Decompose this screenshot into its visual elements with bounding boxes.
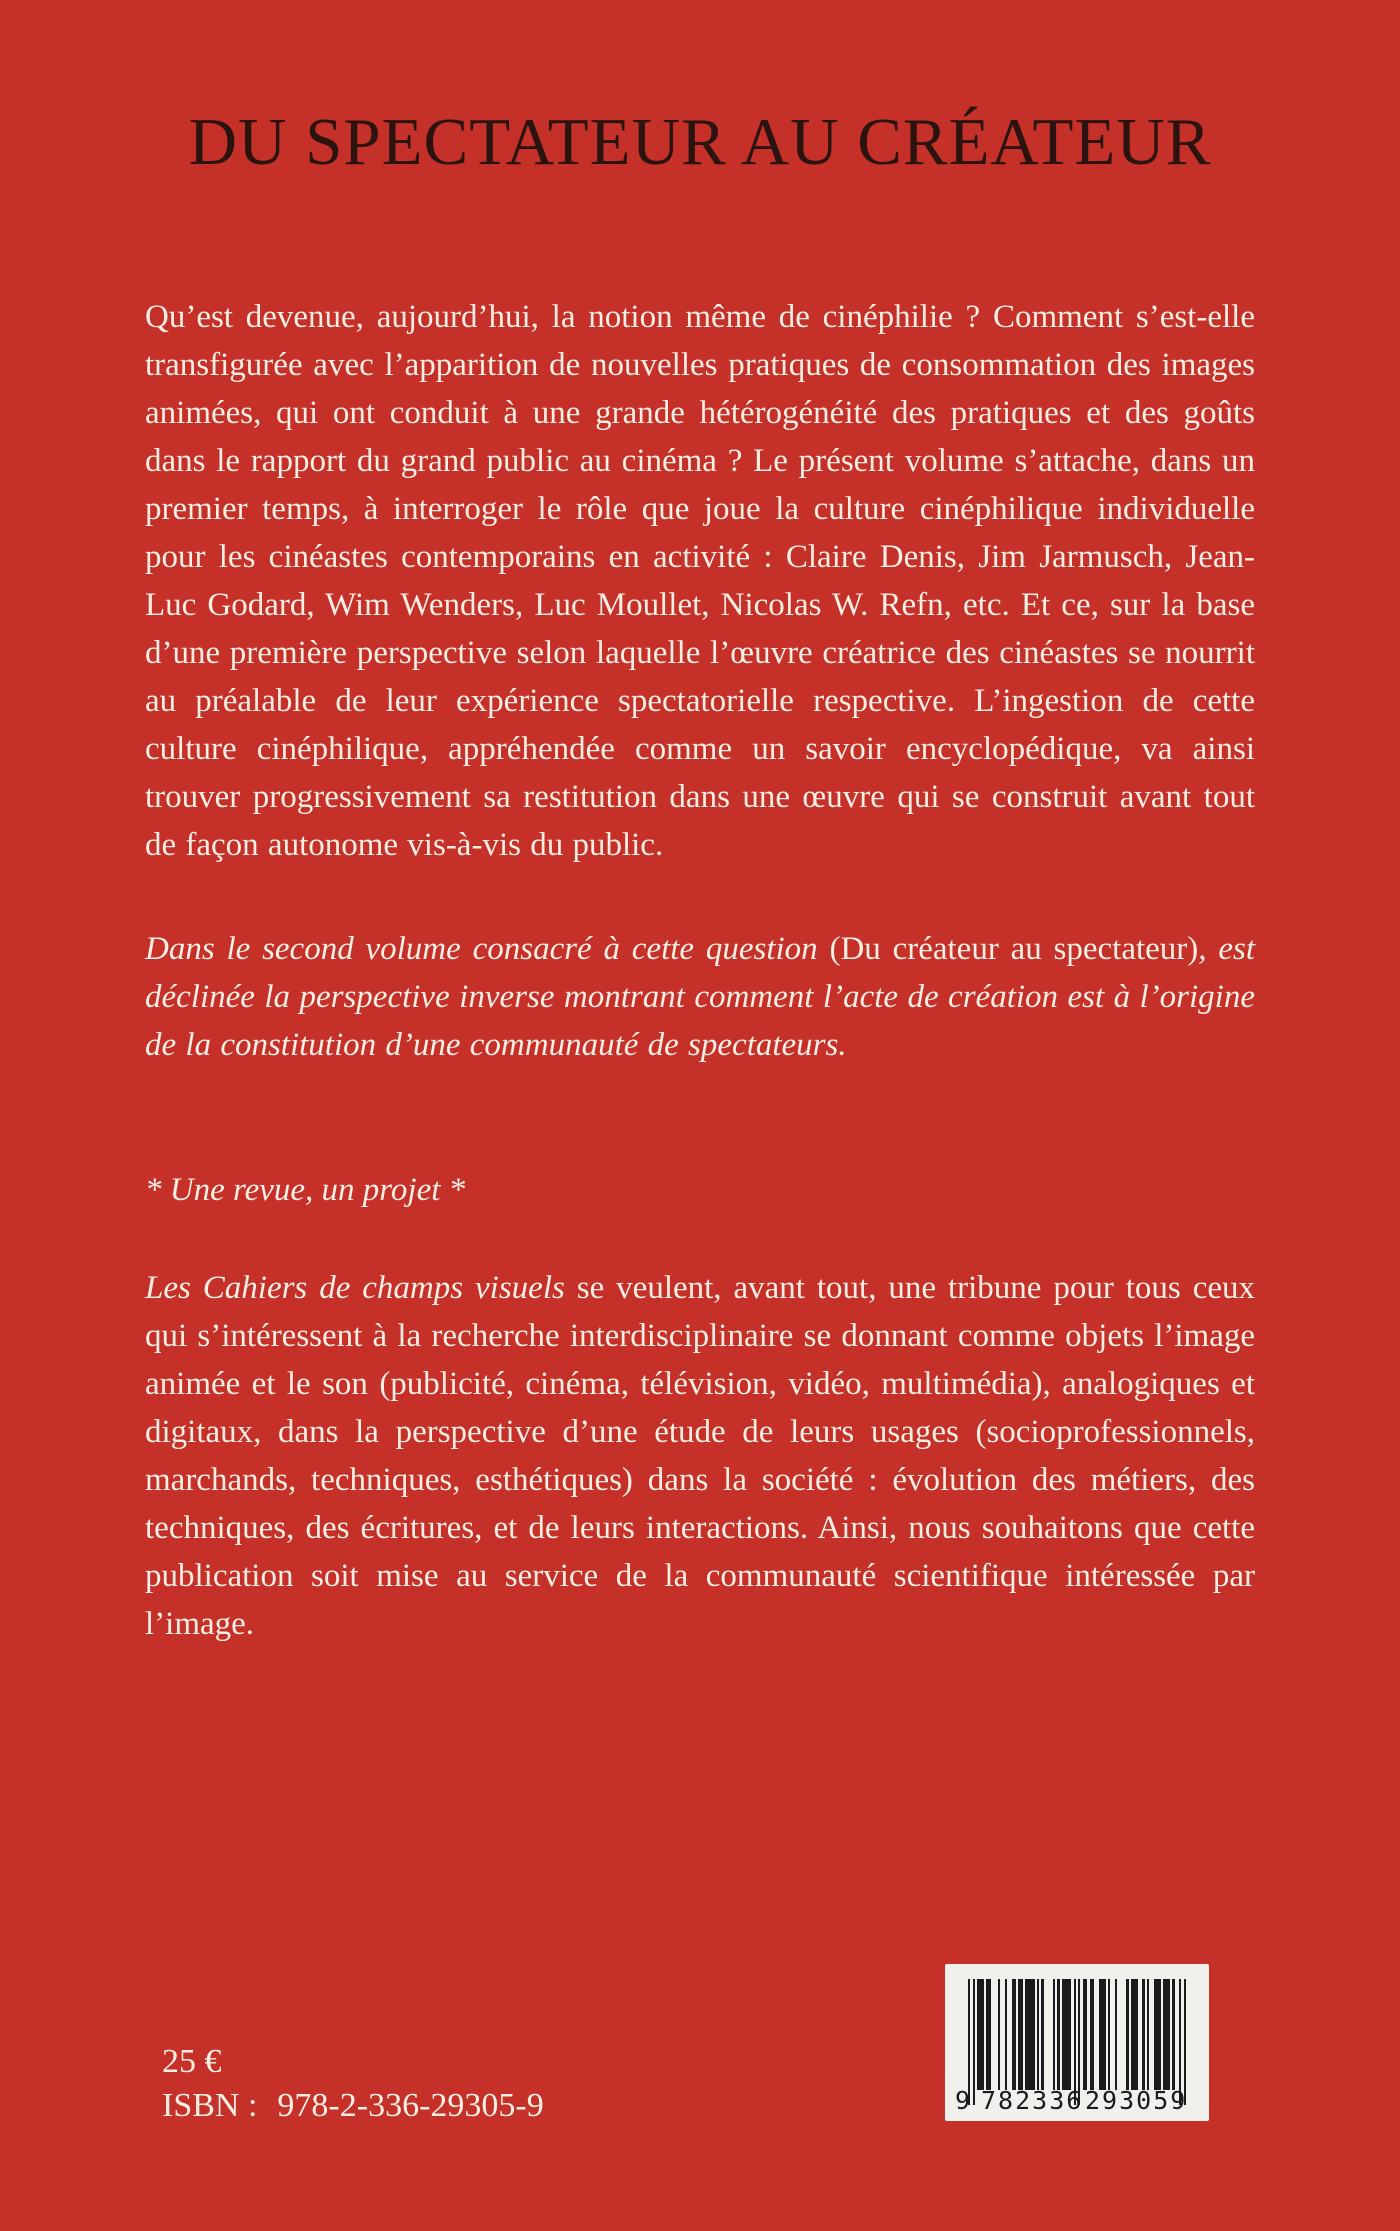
isbn-value: 978-2-336-29305-9 xyxy=(277,2087,544,2124)
barcode-digit-prefix: 9 xyxy=(955,2086,971,2115)
paragraph-revue-description: Les Cahiers de champs visuels se veulent, avant tout, une tribune pour tous ceux qui s’intéressent à la recherche interdisciplinaire se donnant comme objets l’image animée et le son (publicité, cinéma, télévision, vidéo, multimédia), analogiques et digitaux, dans la perspective d’une étude de leurs usages (socioprofessionnels, marchands, techniques, esthétiques) dans la société : évolution des métiers, des techniques, des écritures, et de leurs interactions. Ainsi, nous souhaitons que cette publication soit mise au service de la communauté scientifique intéressée par l’image. xyxy=(145,1270,1255,1642)
isbn-label: ISBN : xyxy=(162,2087,258,2124)
isbn-line xyxy=(162,2082,544,2130)
paragraph-second-volume: Dans le second volume consacré à cette question (Du créateur au spectateur), est déclinée la perspective inverse montrant comment l’acte de création est à l’origine de la constitution d’une communauté de spectateurs. xyxy=(145,931,1255,1063)
barcode-digits-right-group: 293059 xyxy=(1085,2086,1188,2115)
section-heading-revue-projet: * Une revue, un projet * xyxy=(145,1172,466,1208)
barcode xyxy=(945,1964,1209,2121)
blurb-text-block xyxy=(145,293,1255,1648)
book-title: DU SPECTATEUR AU CRÉATEUR xyxy=(188,105,1212,179)
price-label: 25 € xyxy=(162,2043,222,2080)
barcode-digits-left-group: 782336 xyxy=(981,2086,1084,2115)
paragraph-synopsis: Qu’est devenue, aujourd’hui, la notion même de cinéphilie ? Comment s’est-elle transfigurée avec l’apparition de nouvelles pratiques de consommation des images animées, qui ont conduit à une grande hétérogénéité des pratiques et des goûts dans le rapport du grand public au cinéma ? Le présent volume s’attache, dans un premier temps, à interroger le rôle que joue la culture cinéphilique individuelle pour les cinéastes contemporains en activité : Claire Denis, Jim Jarmusch, Jean-Luc Godard, Wim Wenders, Luc Moullet, Nicolas W. Refn, etc. Et ce, sur la base d’une première perspective selon laquelle l’œuvre créatrice des cinéastes se nourrit au préalable de leur expérience spectatorielle respective. L’ingestion de cette culture cinéphilique, appréhendée comme un savoir encyclopédique, va ainsi trouver progressivement sa restitution dans une œuvre qui se construit avant tout de façon autonome vis-à-vis du public. xyxy=(145,299,1255,863)
